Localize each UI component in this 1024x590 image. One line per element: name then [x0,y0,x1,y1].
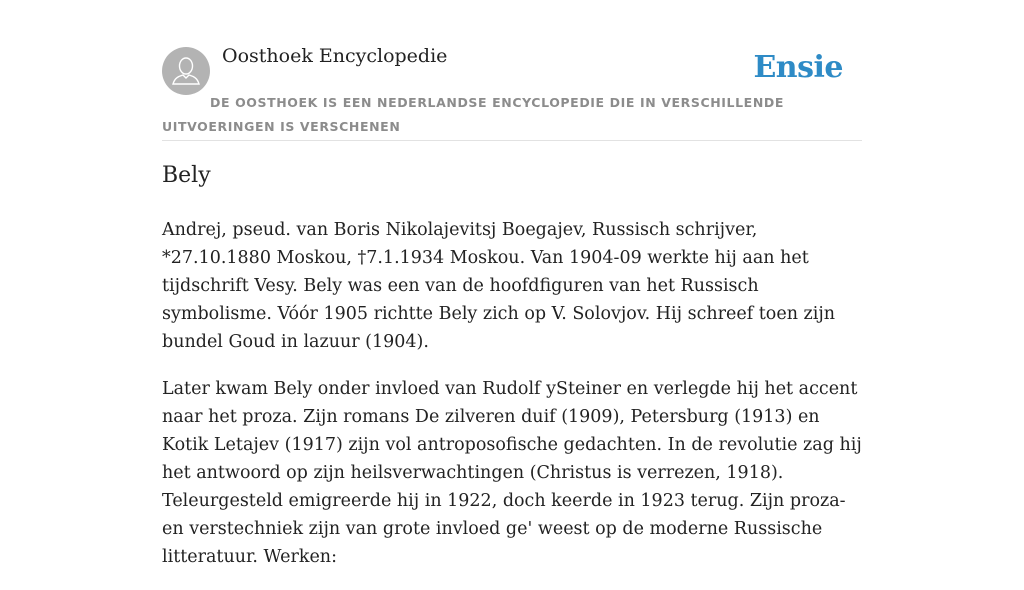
source-header [162,0,862,141]
article-paragraph: Andrej, pseud. van Boris Nikolajevitsj Boegajev, Russisch schrijver, *27.10.1880 Moskou, †7.1.1934 Moskou. Van 1904-09 werkte hij aan het tijdschrift Vesy. Bely was een van de hoofdfiguren van het Russisch symbolisme. Vóór 1905 richtte Bely zich op V. Solovjov. Hij schreef toen zijn bundel Goud in lazuur (1904). [162,220,836,352]
source-name[interactable]: Oosthoek Encyclopedie [222,45,448,67]
user-silhouette-icon[interactable] [162,47,210,95]
page-title: Bely [162,163,211,188]
source-tagline: DE OOSTHOEK IS EEN NEDERLANDSE ENCYCLOPEDIE DIE IN VERSCHILLENDE UITVOERINGEN IS VERSCHENEN [162,95,784,134]
brand-logo[interactable]: Ensie [753,50,843,85]
article-paragraph: Later kwam Bely onder invloed van Rudolf ySteiner en verlegde hij het accent naar het proza. Zijn romans De zilveren duif (1909), Petersburg (1913) en Kotik Letajev (1917) zijn vol antroposofische gedachten. In de revolutie zag hij het antwoord op zijn heilsverwachtingen (Christus is verrezen, 1918). Teleurgesteld emigreerde hij in 1922, doch keerde in 1923 terug. Zijn proza- en verstechniek zijn van grote invloed ge' weest op de moderne Russische litteratuur. Werken: [162,379,862,567]
page [162,0,862,567]
article-body [162,216,862,590]
